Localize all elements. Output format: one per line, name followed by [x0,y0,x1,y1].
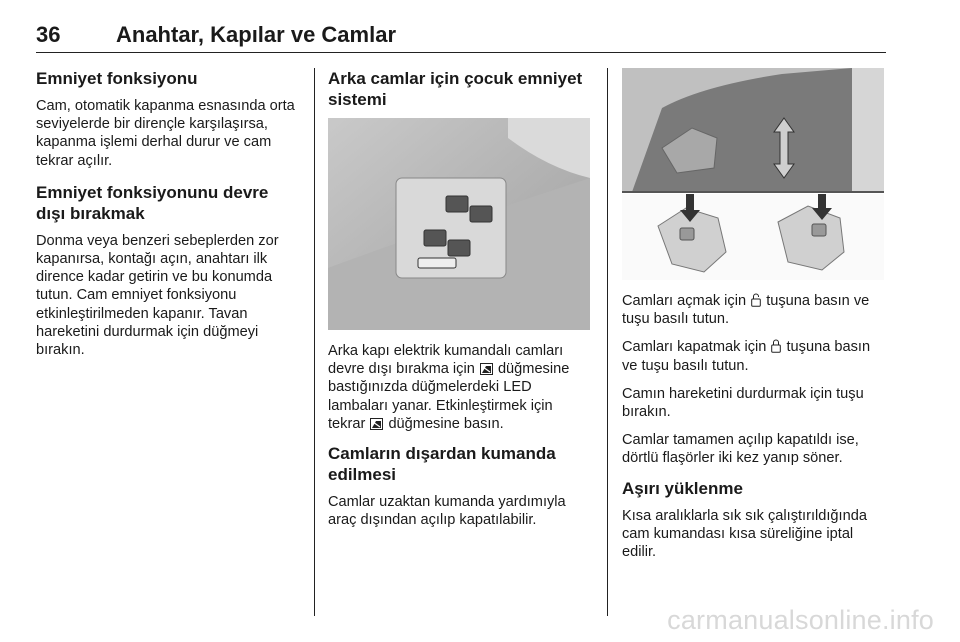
page-number: 36 [36,22,61,47]
paragraph: Camlar uzaktan kumanda yardımıyla araç dışından açılıp kapatılabilir. [328,494,566,529]
section-heading: Aşırı yüklenme [622,478,743,498]
column-divider [607,68,608,616]
column-middle [328,68,594,539]
column-divider [314,68,315,616]
door-switch-panel-illustration [328,118,590,330]
lock-icon [771,339,781,353]
paragraph: Camın hareketini durdurmak için tuşu bırakın. [622,385,864,421]
paragraph: Camlar tamamen açılıp kapatıldı ise, dörtlü flaşörler iki kez yanıp söner. [622,432,859,467]
section-heading: Arka camlar için çocuk emniyet sistemi [328,69,583,109]
window-lock-icon [480,363,493,375]
section-heading: Camların dışardan kumanda edilmesi [328,444,556,485]
paragraph: Camları kapatmak için tuşuna basın ve tuşu basılı tutun. [622,339,871,374]
page-header [36,18,886,53]
paragraph: Arka kapı elektrik kumandalı camları devre dışı bırakma için düğmesine bastığınızda düğmelerdeki LED lambaları yanar. Etkinleştirmek için tekrar düğmesine basın. [328,343,570,432]
paragraph: Donma veya benzeri sebeplerden zor kapanırsa, kontağı açın, anahtarı ilk dirence kadar getirin ve bu konumda tutun. Cam emniyet fonksiyonu etkinleştirilmeden kapanır. Tavan hareketini durdurmak için düğmeyi bırakın. [36,232,279,359]
section-heading: Emniyet fonksiyonu [36,69,198,88]
column-right [622,68,888,571]
unlock-icon [751,293,761,307]
window-lock-icon [370,418,383,430]
column-left [36,68,302,369]
paragraph: Camları açmak için tuşuna basın ve tuşu basılı tutun. [622,293,870,328]
section-heading: Emniyet fonksiyonunu devre dışı bırakmak [36,182,269,223]
watermark: carmanualsonline.info [667,605,934,635]
paragraph: Kısa aralıklarla sık sık çalıştırıldığında cam kumandası kısa süreliğine iptal edilir. [622,507,867,561]
remote-window-illustration [622,68,884,280]
chapter-title: Anahtar, Kapılar ve Camlar [116,22,397,47]
paragraph: Cam, otomatik kapanma esnasında orta seviyelerde bir dirençle karşılaşırsa, kapanma işlemi derhal durur ve cam tekrar açılır. [36,98,295,169]
